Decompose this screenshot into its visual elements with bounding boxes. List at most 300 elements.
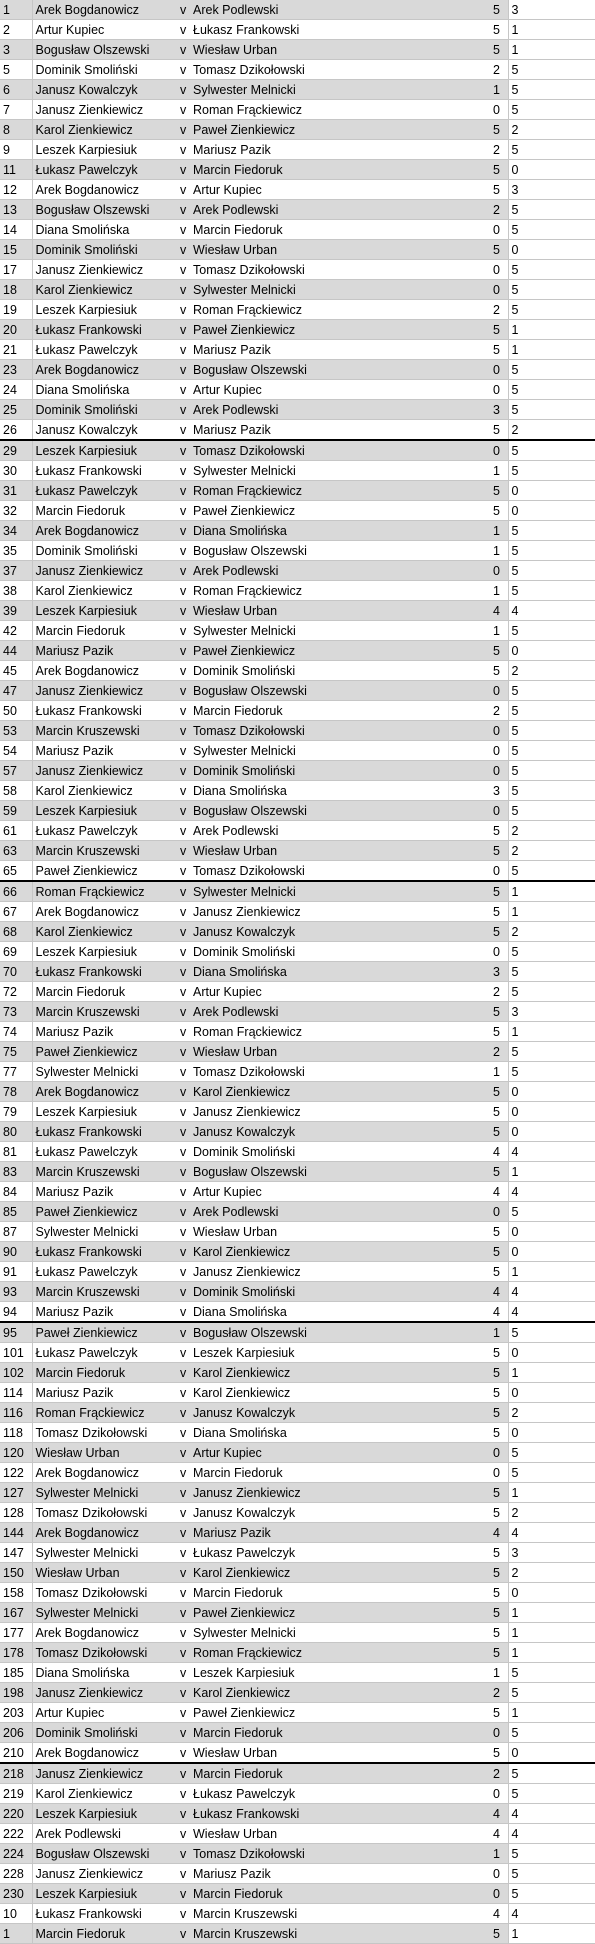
match-number: 102: [0, 1363, 32, 1383]
score-two: 5: [508, 80, 595, 100]
player-one: Łukasz Pawelczyk: [32, 1142, 177, 1162]
versus-label: v: [177, 601, 190, 621]
score-two: 5: [508, 741, 595, 761]
versus-label: v: [177, 1824, 190, 1844]
table-row: [0, 360, 595, 380]
score-one: 5: [490, 20, 508, 40]
table-row: [0, 861, 595, 882]
score-two: 5: [508, 60, 595, 80]
player-two: Karol Zienkiewicz: [190, 1082, 490, 1102]
table-row: [0, 1763, 595, 1784]
score-two: 0: [508, 481, 595, 501]
table-row: [0, 340, 595, 360]
score-one: 5: [490, 240, 508, 260]
player-two: Artur Kupiec: [190, 180, 490, 200]
match-number: 30: [0, 461, 32, 481]
player-one: Leszek Karpiesiuk: [32, 601, 177, 621]
versus-label: v: [177, 1523, 190, 1543]
match-number: 45: [0, 661, 32, 681]
score-two: 5: [508, 581, 595, 601]
score-two: 3: [508, 1002, 595, 1022]
score-one: 5: [490, 1383, 508, 1403]
player-two: Wiesław Urban: [190, 1042, 490, 1062]
score-two: 0: [508, 1242, 595, 1262]
versus-label: v: [177, 661, 190, 681]
score-two: 5: [508, 461, 595, 481]
score-one: 0: [490, 1443, 508, 1463]
score-one: 4: [490, 1904, 508, 1924]
player-one: Łukasz Frankowski: [32, 1242, 177, 1262]
versus-label: v: [177, 140, 190, 160]
score-one: 5: [490, 821, 508, 841]
player-one: Karol Zienkiewicz: [32, 120, 177, 140]
player-two: Marcin Fiedoruk: [190, 1884, 490, 1904]
score-one: 0: [490, 1784, 508, 1804]
score-one: 4: [490, 1282, 508, 1302]
table-row: [0, 922, 595, 942]
score-one: 5: [490, 1262, 508, 1282]
player-one: Leszek Karpiesiuk: [32, 1102, 177, 1122]
score-two: 5: [508, 1663, 595, 1683]
player-one: Arek Bogdanowicz: [32, 902, 177, 922]
versus-label: v: [177, 1443, 190, 1463]
score-one: 5: [490, 1403, 508, 1423]
score-one: 5: [490, 481, 508, 501]
player-two: Roman Frąckiewicz: [190, 100, 490, 120]
table-row: [0, 621, 595, 641]
score-one: 0: [490, 1463, 508, 1483]
table-row: [0, 1904, 595, 1924]
score-one: 2: [490, 60, 508, 80]
versus-label: v: [177, 400, 190, 420]
player-two: Marcin Fiedoruk: [190, 1463, 490, 1483]
player-one: Arek Podlewski: [32, 1824, 177, 1844]
versus-label: v: [177, 1122, 190, 1142]
player-two: Arek Podlewski: [190, 1202, 490, 1222]
table-row: [0, 1343, 595, 1363]
player-two: Paweł Zienkiewicz: [190, 120, 490, 140]
score-two: 1: [508, 1703, 595, 1723]
score-two: 1: [508, 1162, 595, 1182]
match-number: 203: [0, 1703, 32, 1723]
score-one: 2: [490, 300, 508, 320]
table-row: [0, 1663, 595, 1683]
score-two: 2: [508, 1563, 595, 1583]
score-two: 2: [508, 1403, 595, 1423]
table-row: [0, 741, 595, 761]
versus-label: v: [177, 1763, 190, 1784]
player-one: Marcin Kruszewski: [32, 1002, 177, 1022]
player-one: Łukasz Pawelczyk: [32, 481, 177, 501]
player-one: Łukasz Pawelczyk: [32, 1262, 177, 1282]
player-two: Łukasz Pawelczyk: [190, 1784, 490, 1804]
score-two: 5: [508, 280, 595, 300]
score-one: 0: [490, 1202, 508, 1222]
player-one: Bogusław Olszewski: [32, 200, 177, 220]
table-row: [0, 1683, 595, 1703]
player-two: Artur Kupiec: [190, 1443, 490, 1463]
player-one: Marcin Fiedoruk: [32, 1924, 177, 1944]
score-one: 5: [490, 1483, 508, 1503]
player-one: Łukasz Frankowski: [32, 1122, 177, 1142]
score-one: 5: [490, 1363, 508, 1383]
player-one: Arek Bogdanowicz: [32, 1743, 177, 1764]
player-one: Leszek Karpiesiuk: [32, 801, 177, 821]
table-row: [0, 761, 595, 781]
match-number: 38: [0, 581, 32, 601]
table-row: [0, 0, 595, 20]
player-one: Leszek Karpiesiuk: [32, 1804, 177, 1824]
score-one: 1: [490, 581, 508, 601]
table-row: [0, 1022, 595, 1042]
table-row: [0, 721, 595, 741]
versus-label: v: [177, 521, 190, 541]
match-number: 66: [0, 881, 32, 902]
match-number: 11: [0, 160, 32, 180]
player-two: Bogusław Olszewski: [190, 681, 490, 701]
player-one: Leszek Karpiesiuk: [32, 440, 177, 461]
table-row: [0, 1884, 595, 1904]
score-one: 2: [490, 1042, 508, 1062]
player-one: Leszek Karpiesiuk: [32, 300, 177, 320]
score-two: 2: [508, 120, 595, 140]
table-row: [0, 1743, 595, 1764]
player-two: Janusz Zienkiewicz: [190, 1102, 490, 1122]
score-one: 1: [490, 1322, 508, 1343]
score-two: 5: [508, 1723, 595, 1743]
score-two: 5: [508, 1683, 595, 1703]
score-one: 4: [490, 1824, 508, 1844]
versus-label: v: [177, 20, 190, 40]
score-two: 5: [508, 1443, 595, 1463]
player-one: Sylwester Melnicki: [32, 1603, 177, 1623]
match-number: 79: [0, 1102, 32, 1122]
player-one: Paweł Zienkiewicz: [32, 1202, 177, 1222]
match-number: 85: [0, 1202, 32, 1222]
match-number: 34: [0, 521, 32, 541]
score-one: 5: [490, 1603, 508, 1623]
table-row: [0, 1423, 595, 1443]
player-two: Sylwester Melnicki: [190, 621, 490, 641]
match-number: 84: [0, 1182, 32, 1202]
player-two: Arek Podlewski: [190, 821, 490, 841]
player-one: Karol Zienkiewicz: [32, 922, 177, 942]
player-one: Roman Frąckiewicz: [32, 1403, 177, 1423]
score-one: 5: [490, 841, 508, 861]
player-one: Łukasz Frankowski: [32, 1904, 177, 1924]
match-number: 83: [0, 1162, 32, 1182]
score-two: 4: [508, 1824, 595, 1844]
score-two: 5: [508, 380, 595, 400]
player-one: Leszek Karpiesiuk: [32, 140, 177, 160]
table-row: [0, 581, 595, 601]
score-two: 0: [508, 1222, 595, 1242]
versus-label: v: [177, 80, 190, 100]
match-number: 1: [0, 1924, 32, 1944]
table-row: [0, 1182, 595, 1202]
versus-label: v: [177, 420, 190, 441]
versus-label: v: [177, 1383, 190, 1403]
table-row: [0, 1483, 595, 1503]
player-one: Sylwester Melnicki: [32, 1543, 177, 1563]
player-one: Karol Zienkiewicz: [32, 1784, 177, 1804]
match-number: 61: [0, 821, 32, 841]
player-two: Sylwester Melnicki: [190, 741, 490, 761]
player-one: Arek Bogdanowicz: [32, 180, 177, 200]
score-one: 1: [490, 541, 508, 561]
match-number: 224: [0, 1844, 32, 1864]
player-two: Tomasz Dzikołowski: [190, 1844, 490, 1864]
player-two: Karol Zienkiewicz: [190, 1242, 490, 1262]
score-one: 2: [490, 1763, 508, 1784]
versus-label: v: [177, 280, 190, 300]
versus-label: v: [177, 541, 190, 561]
table-row: [0, 100, 595, 120]
score-one: 0: [490, 220, 508, 240]
match-number: 63: [0, 841, 32, 861]
match-number: 114: [0, 1383, 32, 1403]
versus-label: v: [177, 1904, 190, 1924]
score-two: 5: [508, 1784, 595, 1804]
player-two: Arek Podlewski: [190, 400, 490, 420]
match-number: 150: [0, 1563, 32, 1583]
versus-label: v: [177, 1222, 190, 1242]
score-one: 5: [490, 1122, 508, 1142]
player-one: Arek Bogdanowicz: [32, 0, 177, 20]
table-row: [0, 1282, 595, 1302]
score-two: 1: [508, 1022, 595, 1042]
score-one: 0: [490, 1884, 508, 1904]
score-two: 0: [508, 160, 595, 180]
match-number: 25: [0, 400, 32, 420]
player-two: Mariusz Pazik: [190, 420, 490, 441]
player-two: Roman Frąckiewicz: [190, 1022, 490, 1042]
player-two: Dominik Smoliński: [190, 661, 490, 681]
player-two: Arek Podlewski: [190, 1002, 490, 1022]
player-two: Arek Podlewski: [190, 0, 490, 20]
score-two: 5: [508, 400, 595, 420]
player-one: Bogusław Olszewski: [32, 40, 177, 60]
match-number: 14: [0, 220, 32, 240]
versus-label: v: [177, 1182, 190, 1202]
score-two: 1: [508, 902, 595, 922]
versus-label: v: [177, 902, 190, 922]
player-one: Arek Bogdanowicz: [32, 1623, 177, 1643]
player-two: Wiesław Urban: [190, 1743, 490, 1764]
table-row: [0, 240, 595, 260]
score-one: 1: [490, 1663, 508, 1683]
match-number: 3: [0, 40, 32, 60]
player-one: Diana Smolińska: [32, 380, 177, 400]
match-number: 57: [0, 761, 32, 781]
player-two: Roman Frąckiewicz: [190, 1643, 490, 1663]
player-two: Marcin Fiedoruk: [190, 1583, 490, 1603]
table-row: [0, 521, 595, 541]
table-row: [0, 140, 595, 160]
score-one: 5: [490, 641, 508, 661]
score-one: 5: [490, 40, 508, 60]
player-two: Tomasz Dzikołowski: [190, 861, 490, 882]
score-two: 1: [508, 1643, 595, 1663]
table-row: [0, 120, 595, 140]
player-one: Mariusz Pazik: [32, 1302, 177, 1323]
match-number: 147: [0, 1543, 32, 1563]
versus-label: v: [177, 360, 190, 380]
score-one: 0: [490, 1723, 508, 1743]
player-two: Wiesław Urban: [190, 601, 490, 621]
score-two: 0: [508, 501, 595, 521]
score-one: 0: [490, 861, 508, 882]
score-two: 5: [508, 621, 595, 641]
player-two: Sylwester Melnicki: [190, 461, 490, 481]
player-two: Sylwester Melnicki: [190, 881, 490, 902]
versus-label: v: [177, 1262, 190, 1282]
table-row: [0, 1723, 595, 1743]
table-row: [0, 160, 595, 180]
score-one: 2: [490, 200, 508, 220]
versus-label: v: [177, 501, 190, 521]
table-row: [0, 200, 595, 220]
score-two: 2: [508, 922, 595, 942]
score-one: 5: [490, 1102, 508, 1122]
versus-label: v: [177, 881, 190, 902]
player-two: Tomasz Dzikołowski: [190, 260, 490, 280]
match-number: 47: [0, 681, 32, 701]
score-one: 5: [490, 881, 508, 902]
score-one: 0: [490, 360, 508, 380]
player-one: Janusz Kowalczyk: [32, 80, 177, 100]
player-two: Roman Frąckiewicz: [190, 481, 490, 501]
player-two: Diana Smolińska: [190, 1423, 490, 1443]
score-two: 1: [508, 1603, 595, 1623]
player-two: Wiesław Urban: [190, 40, 490, 60]
score-one: 5: [490, 922, 508, 942]
score-two: 4: [508, 1804, 595, 1824]
player-two: Dominik Smoliński: [190, 761, 490, 781]
player-two: Janusz Kowalczyk: [190, 922, 490, 942]
versus-label: v: [177, 160, 190, 180]
match-number: 44: [0, 641, 32, 661]
match-number: 120: [0, 1443, 32, 1463]
score-one: 5: [490, 1242, 508, 1262]
match-number: 158: [0, 1583, 32, 1603]
player-one: Łukasz Frankowski: [32, 962, 177, 982]
score-one: 5: [490, 160, 508, 180]
versus-label: v: [177, 1563, 190, 1583]
match-number: 6: [0, 80, 32, 100]
player-one: Karol Zienkiewicz: [32, 781, 177, 801]
match-number: 87: [0, 1222, 32, 1242]
player-one: Marcin Kruszewski: [32, 1162, 177, 1182]
score-one: 5: [490, 1643, 508, 1663]
score-one: 2: [490, 1683, 508, 1703]
player-two: Roman Frąckiewicz: [190, 581, 490, 601]
score-one: 0: [490, 721, 508, 741]
table-row: [0, 841, 595, 861]
score-two: 5: [508, 681, 595, 701]
player-two: Paweł Zienkiewicz: [190, 1603, 490, 1623]
match-number: 19: [0, 300, 32, 320]
match-number: 42: [0, 621, 32, 641]
table-row: [0, 681, 595, 701]
score-two: 0: [508, 240, 595, 260]
score-one: 5: [490, 1543, 508, 1563]
match-number: 69: [0, 942, 32, 962]
versus-label: v: [177, 1022, 190, 1042]
score-one: 0: [490, 741, 508, 761]
score-two: 0: [508, 1102, 595, 1122]
versus-label: v: [177, 1242, 190, 1262]
score-two: 5: [508, 541, 595, 561]
score-two: 1: [508, 40, 595, 60]
versus-label: v: [177, 1503, 190, 1523]
versus-label: v: [177, 1343, 190, 1363]
versus-label: v: [177, 1844, 190, 1864]
score-two: 4: [508, 1182, 595, 1202]
player-one: Wiesław Urban: [32, 1443, 177, 1463]
player-one: Janusz Zienkiewicz: [32, 260, 177, 280]
score-two: 4: [508, 1904, 595, 1924]
player-one: Sylwester Melnicki: [32, 1062, 177, 1082]
player-two: Janusz Kowalczyk: [190, 1403, 490, 1423]
score-two: 2: [508, 420, 595, 441]
score-two: 5: [508, 1062, 595, 1082]
score-two: 5: [508, 521, 595, 541]
versus-label: v: [177, 120, 190, 140]
player-one: Mariusz Pazik: [32, 741, 177, 761]
player-two: Artur Kupiec: [190, 380, 490, 400]
score-two: 2: [508, 841, 595, 861]
match-number: 91: [0, 1262, 32, 1282]
score-two: 5: [508, 360, 595, 380]
versus-label: v: [177, 340, 190, 360]
table-row: [0, 1503, 595, 1523]
table-row: [0, 1643, 595, 1663]
match-number: 39: [0, 601, 32, 621]
table-row: [0, 1563, 595, 1583]
score-two: 5: [508, 1202, 595, 1222]
player-two: Dominik Smoliński: [190, 942, 490, 962]
score-two: 5: [508, 220, 595, 240]
match-number: 95: [0, 1322, 32, 1343]
player-one: Łukasz Frankowski: [32, 701, 177, 721]
player-two: Marcin Fiedoruk: [190, 1763, 490, 1784]
score-one: 0: [490, 801, 508, 821]
table-row: [0, 400, 595, 420]
player-one: Łukasz Pawelczyk: [32, 160, 177, 180]
player-one: Marcin Kruszewski: [32, 1282, 177, 1302]
versus-label: v: [177, 1784, 190, 1804]
table-row: [0, 481, 595, 501]
score-two: 1: [508, 1623, 595, 1643]
score-two: 5: [508, 300, 595, 320]
table-row: [0, 1804, 595, 1824]
table-row: [0, 220, 595, 240]
score-two: 5: [508, 701, 595, 721]
player-one: Marcin Kruszewski: [32, 721, 177, 741]
player-two: Janusz Zienkiewicz: [190, 1262, 490, 1282]
score-two: 1: [508, 20, 595, 40]
player-one: Arek Bogdanowicz: [32, 360, 177, 380]
table-row: [0, 260, 595, 280]
score-two: 5: [508, 982, 595, 1002]
score-two: 5: [508, 100, 595, 120]
table-row: [0, 1403, 595, 1423]
player-one: Janusz Zienkiewicz: [32, 681, 177, 701]
match-number: 21: [0, 340, 32, 360]
player-two: Łukasz Pawelczyk: [190, 1543, 490, 1563]
table-row: [0, 1924, 595, 1944]
